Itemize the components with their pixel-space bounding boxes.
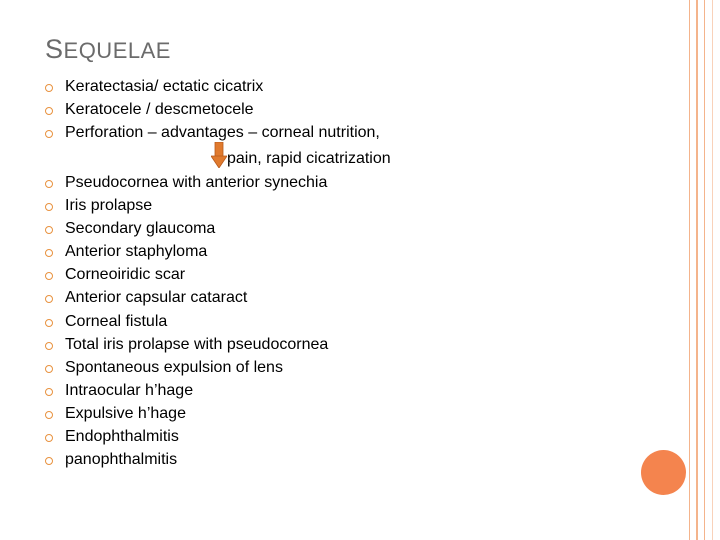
bullet-icon [45, 457, 53, 465]
bullet-icon [45, 226, 53, 234]
side-rule-3 [704, 0, 705, 540]
bullet-icon [45, 272, 53, 280]
list-item-text: Corneoiridic scar [65, 266, 186, 283]
list-item-text: Keratocele / descmetocele [65, 101, 254, 118]
title-rest: EQUELAE [63, 38, 171, 63]
bullet-icon [45, 203, 53, 211]
bullet-icon [45, 295, 53, 303]
list-item-text: Expulsive h’hage [65, 405, 186, 422]
list-item-text: Secondary glaucoma [65, 220, 216, 237]
bullet-icon [45, 130, 53, 138]
title-first-letter: S [45, 34, 64, 64]
list-item-text: Corneal fistula [65, 313, 168, 330]
slide-title [45, 34, 171, 65]
list-item-text: Keratectasia/ ectatic cicatrix [65, 78, 264, 95]
perforation-continuation: pain, rapid cicatrization [227, 150, 391, 167]
side-rule-1 [689, 0, 690, 540]
bullet-icon [45, 388, 53, 396]
bullet-icon [45, 411, 53, 419]
accent-circle [641, 450, 686, 495]
list-item-text: Perforation – advantages – corneal nutrition, [65, 124, 380, 141]
list-item-text: Intraocular h’hage [65, 382, 194, 399]
list-item-text: Endophthalmitis [65, 428, 179, 445]
bullet-icon [45, 319, 53, 327]
list-item-text: Total iris prolapse with pseudocornea [65, 336, 329, 353]
bullet-icon [45, 84, 53, 92]
side-rule-4 [712, 0, 713, 540]
list-item-text: Pseudocornea with anterior synechia [65, 174, 328, 191]
list-item-text: Anterior capsular cataract [65, 289, 248, 306]
list-item-text: panophthalmitis [65, 451, 178, 468]
list-item-text: Anterior staphyloma [65, 243, 208, 260]
list-item-text: Spontaneous expulsion of lens [65, 359, 283, 376]
bullet-icon [45, 434, 53, 442]
bullet-icon [45, 180, 53, 188]
bullet-icon [45, 107, 53, 115]
down-arrow-icon [211, 142, 227, 168]
bullet-icon [45, 249, 53, 257]
list-item-text: Iris prolapse [65, 197, 153, 214]
bullet-icon [45, 342, 53, 350]
bullet-icon [45, 365, 53, 373]
side-rule-2 [696, 0, 698, 540]
